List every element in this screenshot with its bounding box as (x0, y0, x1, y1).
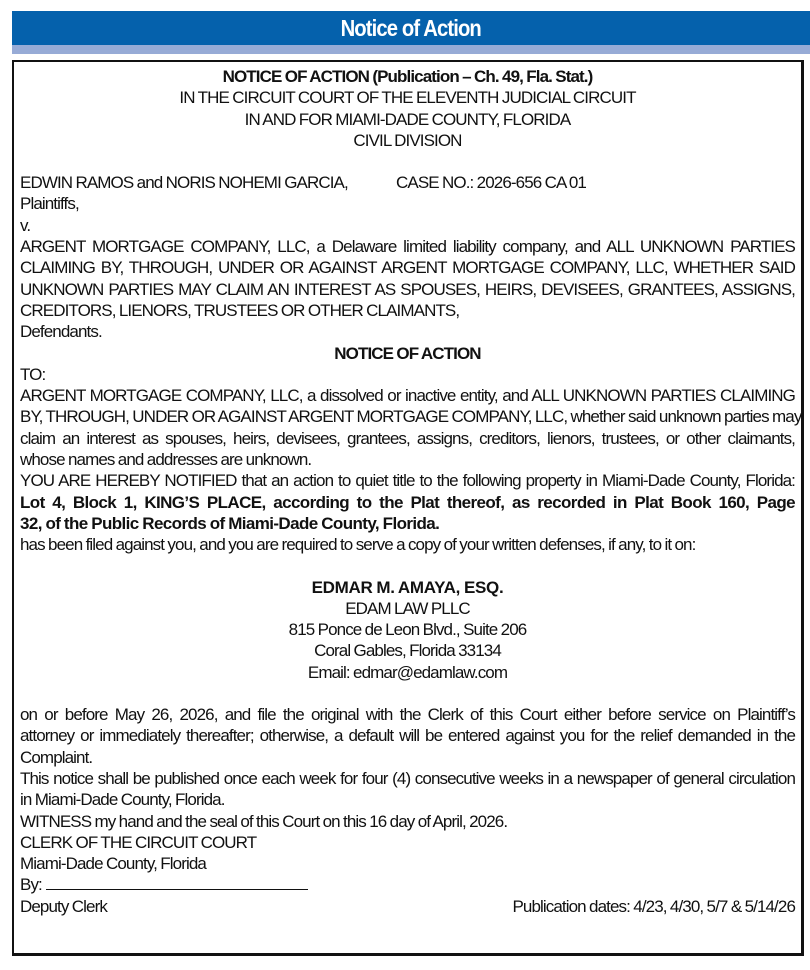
attorney-email: Email: edmar@edamlaw.com (307, 662, 508, 682)
defendants-line: CLAIMING BY, THROUGH, UNDER OR AGAINST ARGENT MORTGAGE COMPANY, LLC, WHETHER SAID (20, 258, 795, 278)
deadline-line: attorney or immediately thereafter; otherwise, a default will be entered against you for the relief demanded in the (20, 726, 795, 746)
court-division: CIVIL DIVISION (353, 130, 462, 150)
court-line-1: IN THE CIRCUIT COURT OF THE ELEVENTH JUDICIAL CIRCUIT (179, 88, 636, 108)
publication-dates: Publication dates: 4/23, 4/30, 5/7 & 5/14/26 (512, 896, 795, 916)
notice-closing (20, 704, 795, 917)
deadline-line: Complaint. (20, 747, 93, 767)
witness-line: WITNESS my hand and the seal of this Court on this 16 day of April, 2026. (20, 811, 508, 831)
notice-heading (20, 66, 795, 151)
addressee-line: ARGENT MORTGAGE COMPANY, LLC, a dissolved or inactive entity, and ALL UNKNOWN PARTIES CLAIMING (20, 386, 795, 406)
case-number: CASE NO.: 2026-656 CA 01 (396, 173, 586, 193)
publication-line: This notice shall be published once each week for four (4) consecutive weeks in a newspaper of general circulation (20, 768, 795, 788)
court-line-2: IN AND FOR MIAMI-DADE COUNTY, FLORIDA (244, 109, 571, 129)
signature-row (20, 874, 795, 895)
publication-line: in Miami-Dade County, Florida. (20, 790, 225, 810)
addressee-line: claim an interest as spouses, heirs, devisees, grantees, assigns, creditors, lienors, trustees, or other claimants, (20, 428, 795, 448)
legal-notice-box (12, 60, 804, 956)
defendants-line: CREDITORS, LIENORS, TRUSTEES OR OTHER CLAIMANTS, (20, 300, 460, 320)
property-description-line: Lot 4, Block 1, KING’S PLACE, according to the Plat thereof, as recorded in Plat Book 160, Page (20, 492, 795, 512)
deputy-clerk-label: Deputy Clerk (20, 896, 107, 916)
attorney-name: EDMAR M. AMAYA, ESQ. (311, 577, 504, 597)
versus-label: v. (20, 215, 31, 235)
notice-body (20, 364, 802, 556)
header-accent-stripe (12, 45, 810, 54)
property-description-line: 32, of the Public Records of Miami-Dade County, Florida. (20, 513, 440, 533)
attorney-address-2: Coral Gables, Florida 33134 (314, 641, 501, 661)
notice-title: NOTICE OF ACTION (Publication – Ch. 49, Fla. Stat.) (222, 67, 593, 86)
defendants-label: Defendants. (20, 322, 102, 342)
defendants-line: ARGENT MORTGAGE COMPANY, LLC, a Delaware limited liability company, and ALL UNKNOWN PARTIES (20, 237, 795, 257)
plaintiff-names: EDWIN RAMOS and NORIS NOHEMI GARCIA, (20, 173, 348, 193)
signature-line (46, 874, 308, 890)
clerk-county: Miami-Dade County, Florida (20, 854, 206, 874)
by-label: By: (20, 875, 42, 895)
deadline-line: on or before May 26, 2026, and file the original with the Clerk of this Court either before service on Plaintiff’s (20, 705, 795, 725)
notified-line: YOU ARE HEREBY NOTIFIED that an action to quiet title to the following property in Miami-Dade County, Florida: (20, 471, 795, 491)
case-caption (20, 172, 795, 342)
attorney-block (20, 577, 795, 683)
defendants-line: UNKNOWN PARTIES MAY CLAIM AN INTEREST AS SPOUSES, HEIRS, DEVISEES, GRANTEES, ASSIGNS, (20, 279, 795, 299)
plaintiffs-label: Plaintiffs, (20, 194, 79, 214)
addressee-line: BY, THROUGH, UNDER OR AGAINST ARGENT MORTGAGE COMPANY, LLC, whether said unknown parties may (20, 407, 802, 427)
section-title: NOTICE OF ACTION (334, 343, 481, 363)
filed-line: has been filed against you, and you are required to serve a copy of your written defenses, if any, to it on: (20, 535, 696, 555)
to-label: TO: (20, 364, 46, 384)
clerk-title: CLERK OF THE CIRCUIT COURT (20, 832, 257, 852)
attorney-address-1: 815 Ponce de Leon Blvd., Suite 206 (288, 620, 527, 640)
page-title: Notice of Action (340, 15, 482, 41)
addressee-line: whose names and addresses are unknown. (20, 450, 312, 470)
attorney-firm: EDAM LAW PLLC (345, 598, 470, 618)
header-bar (12, 11, 810, 45)
